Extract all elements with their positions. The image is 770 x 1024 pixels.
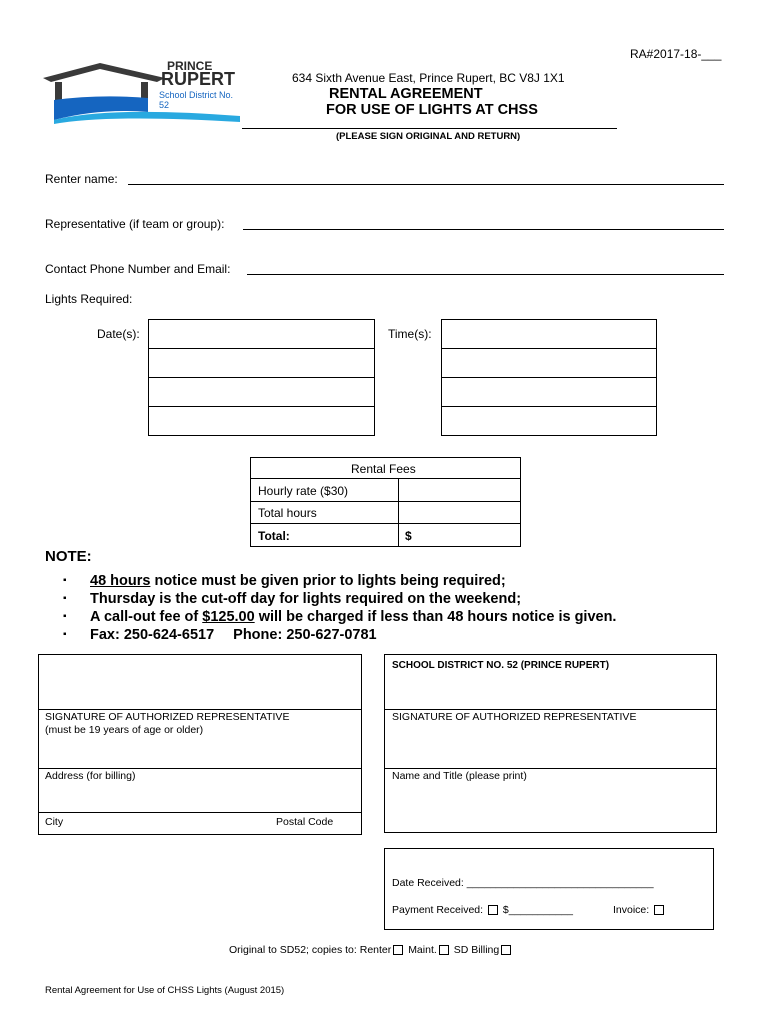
date-cell-2[interactable]: [148, 348, 375, 378]
renter-signature-label: SIGNATURE OF AUTHORIZED REPRESENTATIVE: [45, 711, 290, 723]
time-cell-4[interactable]: [441, 406, 657, 436]
invoice-label: Invoice:: [613, 904, 650, 916]
school-address: 634 Sixth Avenue East, Prince Rupert, BC V8J 1X1: [292, 71, 565, 85]
total-hours-value[interactable]: [399, 502, 520, 523]
sig-right-divider-1: [384, 709, 717, 710]
representative-field[interactable]: [243, 229, 724, 230]
sig-left-divider-2: [38, 768, 362, 769]
renter-name-field[interactable]: [128, 184, 724, 185]
title-line-2: FOR USE OF LIGHTS AT CHSS: [326, 102, 538, 118]
representative-label: Representative (if team or group):: [45, 217, 225, 231]
office-use-box: [384, 848, 714, 930]
copies-renter-checkbox[interactable]: [393, 945, 403, 955]
district-logo: [40, 58, 240, 130]
rental-fees-title: Rental Fees: [351, 462, 416, 476]
time-cell-3[interactable]: [441, 377, 657, 407]
invoice-row: [613, 904, 666, 916]
sig-left-divider-1: [38, 709, 362, 710]
hourly-rate-label: Hourly rate ($30): [258, 484, 349, 498]
renter-signature-field[interactable]: [39, 655, 361, 709]
contact-field[interactable]: [247, 274, 724, 275]
billing-address-label: Address (for billing): [45, 770, 136, 782]
postal-code-label: Postal Code: [276, 816, 334, 828]
copies-maint-checkbox[interactable]: [439, 945, 449, 955]
title-line-1: RENTAL AGREEMENT: [329, 86, 483, 102]
city-label: City: [45, 816, 64, 828]
bullet-icon: ▪: [63, 575, 67, 586]
name-title-field[interactable]: [385, 784, 716, 832]
bullet-icon: ▪: [63, 629, 67, 640]
date-cell-3[interactable]: [148, 377, 375, 407]
bullet-icon: ▪: [63, 593, 67, 604]
total-currency: $: [405, 529, 412, 543]
renter-name-label: Renter name:: [45, 172, 118, 186]
sig-left-divider-3: [38, 812, 362, 813]
total-label: Total:: [258, 529, 290, 543]
payment-received-row: [392, 904, 573, 916]
date-cell-4[interactable]: [148, 406, 375, 436]
time-cell-2[interactable]: [441, 348, 657, 378]
times-label: Time(s):: [388, 327, 432, 341]
district-name: SCHOOL DISTRICT NO. 52 (PRINCE RUPERT): [392, 660, 610, 671]
hourly-rate-value[interactable]: [399, 479, 520, 501]
logo-word-prince: PRINCE: [167, 59, 213, 73]
sign-instruction: (PLEASE SIGN ORIGINAL AND RETURN): [336, 131, 521, 142]
payment-amount: $___________: [502, 904, 573, 916]
name-title-label: Name and Title (please print): [392, 770, 527, 782]
copies-line: [229, 944, 513, 956]
logo-word-rupert: RUPERT: [161, 69, 236, 89]
lights-required-label: Lights Required:: [45, 292, 133, 306]
invoice-checkbox[interactable]: [654, 905, 664, 915]
copies-maint-label: Maint.: [408, 944, 437, 956]
date-cell-1[interactable]: [148, 319, 375, 349]
time-cell-1[interactable]: [441, 319, 657, 349]
payment-received-label: Payment Received:: [392, 904, 484, 916]
payment-received-checkbox[interactable]: [488, 905, 498, 915]
dates-label: Date(s):: [97, 327, 140, 341]
copies-billing-checkbox[interactable]: [501, 945, 511, 955]
note-item-48-hours: ▪ 48 hours notice must be given prior to lights being required;: [63, 573, 506, 589]
copies-prefix: Original to SD52; copies to:: [229, 944, 357, 956]
contact-label: Contact Phone Number and Email:: [45, 262, 231, 276]
billing-address-field[interactable]: [39, 781, 361, 811]
note-heading: NOTE:: [45, 548, 92, 565]
copies-renter-label: Renter: [359, 944, 392, 956]
bullet-icon: ▪: [63, 611, 67, 622]
note-item-contact: ▪ Fax: 250-624-6517 Phone: 250-627-0781: [63, 627, 377, 643]
logo-district-text: School District No. 52: [159, 90, 234, 110]
renter-age-note: (must be 19 years of age or older): [45, 724, 204, 736]
footer-text: Rental Agreement for Use of CHSS Lights (August 2015): [45, 985, 285, 996]
copies-billing-label: SD Billing: [453, 944, 500, 956]
total-hours-label: Total hours: [258, 506, 317, 520]
date-received-label: Date Received: ________________________________: [392, 877, 654, 889]
ra-number: RA#2017-18-___: [630, 47, 722, 61]
district-signature-label: SIGNATURE OF AUTHORIZED REPRESENTATIVE: [392, 711, 637, 723]
sig-right-divider-2: [384, 768, 717, 769]
note-item-thursday: ▪ Thursday is the cut-off day for lights required on the weekend;: [63, 591, 522, 607]
fees-divider-3: [250, 523, 521, 524]
note-list: [63, 572, 616, 644]
header-rule: [242, 128, 617, 129]
district-signature-field[interactable]: [385, 675, 716, 709]
note-item-call-out-fee: ▪ A call-out fee of $125.00 will be charged if less than 48 hours notice is given.: [63, 609, 617, 625]
